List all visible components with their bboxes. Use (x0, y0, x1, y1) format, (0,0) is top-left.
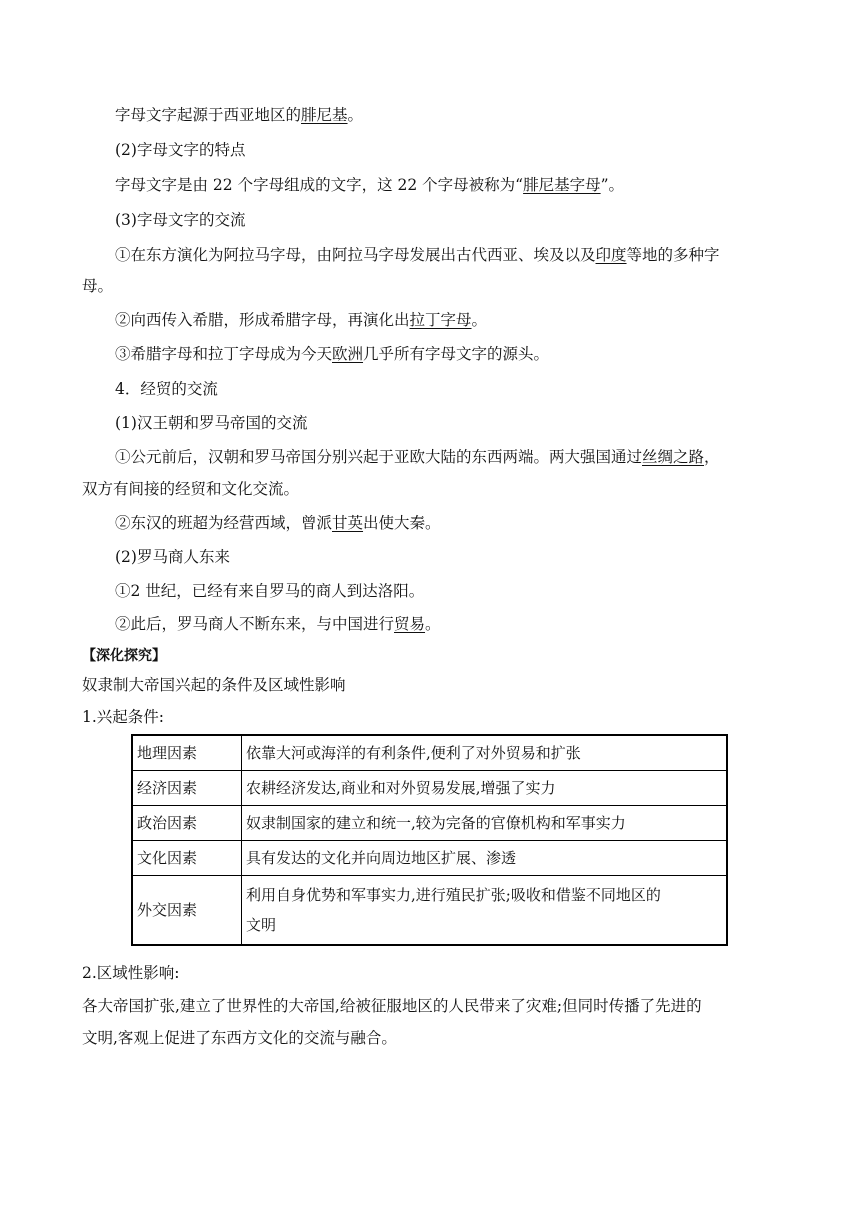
factor-cell: 外交因素 (132, 875, 242, 945)
heading-trade: 4．经贸的交流 (115, 380, 218, 398)
subheading-han-rome: (1)汉王朝和罗马帝国的交流 (115, 414, 308, 432)
table-row (132, 875, 727, 945)
underlined-answer: 腓尼基 (301, 106, 348, 124)
underlined-answer: 拉丁字母 (409, 311, 472, 329)
desc-cell: 农耕经济发达,商业和对外贸易发展,增强了实力 (242, 770, 728, 805)
impact-line-1: 各大帝国扩张,建立了世界性的大帝国,给被征服地区的人民带来了灾难;但同时传播了先进的 (82, 997, 702, 1015)
text: ②向西传入希腊，形成希腊字母，再演化出 (115, 311, 410, 329)
deep-topic: 奴隶制大帝国兴起的条件及区域性影响 (82, 676, 346, 694)
impact-line-2: 文明,客观上促进了东西方文化的交流与融合。 (82, 1029, 397, 1047)
paragraph-origin (115, 104, 363, 126)
text: ③希腊字母和拉丁字母成为今天 (115, 345, 333, 363)
text: ①在东方演化为阿拉马字母，由阿拉马字母发展出古代西亚、埃及以及 (115, 246, 596, 264)
underlined-answer: 腓尼基字母 (523, 176, 601, 194)
text: 。 (425, 615, 441, 633)
text: 。 (471, 311, 488, 329)
text: ②此后，罗马商人不断东来，与中国进行 (115, 615, 395, 633)
text: 几乎所有字母文字的源头。 (363, 345, 550, 363)
deep-sub-impact: 2.区域性影响: (82, 964, 180, 982)
text: ①公元前后，汉朝和罗马帝国分别兴起于亚欧大陆的东西两端。两大强国通过 (115, 448, 643, 466)
paragraph-silk-road-cont: 双方有间接的经贸和文化交流。 (82, 480, 300, 498)
factor-cell: 经济因素 (132, 770, 242, 805)
text: 等地的多种字 (626, 246, 720, 264)
table-row (132, 805, 727, 840)
factor-cell: 文化因素 (132, 840, 242, 875)
desc-cell: 奴隶制国家的建立和统一,较为完备的官僚机构和军事实力 (242, 805, 728, 840)
paragraph-west (115, 309, 487, 331)
text: ”。 (600, 176, 625, 194)
factor-cell: 地理因素 (132, 735, 242, 770)
desc-line: 文明 (246, 915, 277, 934)
desc-cell: 依靠大河或海洋的有利条件,便利了对外贸易和扩张 (242, 735, 728, 770)
desc-line: 利用自身优势和军事实力,进行殖民扩张;吸收和借鉴不同地区的 (246, 885, 661, 904)
underlined-answer: 印度 (595, 246, 627, 264)
paragraph-luoyang: ①2 世纪，已经有来自罗马的商人到达洛阳。 (115, 582, 425, 600)
table-row (132, 735, 727, 770)
desc-cell: 具有发达的文化并向周边地区扩展、渗透 (242, 840, 728, 875)
text: 出使大秦。 (363, 514, 441, 532)
deep-sub-conditions: 1.兴起条件: (82, 708, 165, 726)
underlined-answer: 丝绸之路 (642, 448, 705, 466)
underlined-answer: 欧洲 (332, 345, 364, 363)
subheading-roman-merchants: (2)罗马商人东来 (115, 548, 230, 566)
factor-cell: 政治因素 (132, 805, 242, 840)
underlined-answer: 甘英 (332, 514, 364, 532)
paragraph-source (115, 343, 549, 365)
section-heading-deep: 【深化探究】 (82, 648, 166, 664)
paragraph-ban-chao (115, 512, 441, 534)
text: 。 (347, 106, 364, 124)
paragraph-east (115, 244, 720, 266)
text: 字母文字起源于西亚地区的 (115, 106, 302, 124)
paragraph-trade (115, 613, 441, 635)
paragraph-features (115, 174, 624, 196)
paragraph-east-cont: 母。 (82, 277, 114, 295)
table-row (132, 770, 727, 805)
subheading-features: (2)字母文字的特点 (115, 141, 246, 159)
conditions-table (131, 734, 728, 946)
text: ②东汉的班超为经营西域，曾派 (115, 514, 333, 532)
subheading-exchange: (3)字母文字的交流 (115, 211, 246, 229)
table-row (132, 840, 727, 875)
text: 字母文字是由 22 个字母组成的文字，这 22 个字母被称为“ (115, 176, 524, 194)
paragraph-silk-road (115, 446, 720, 468)
text: ， (704, 448, 720, 466)
desc-cell (242, 875, 728, 945)
underlined-answer: 贸易 (394, 615, 426, 633)
